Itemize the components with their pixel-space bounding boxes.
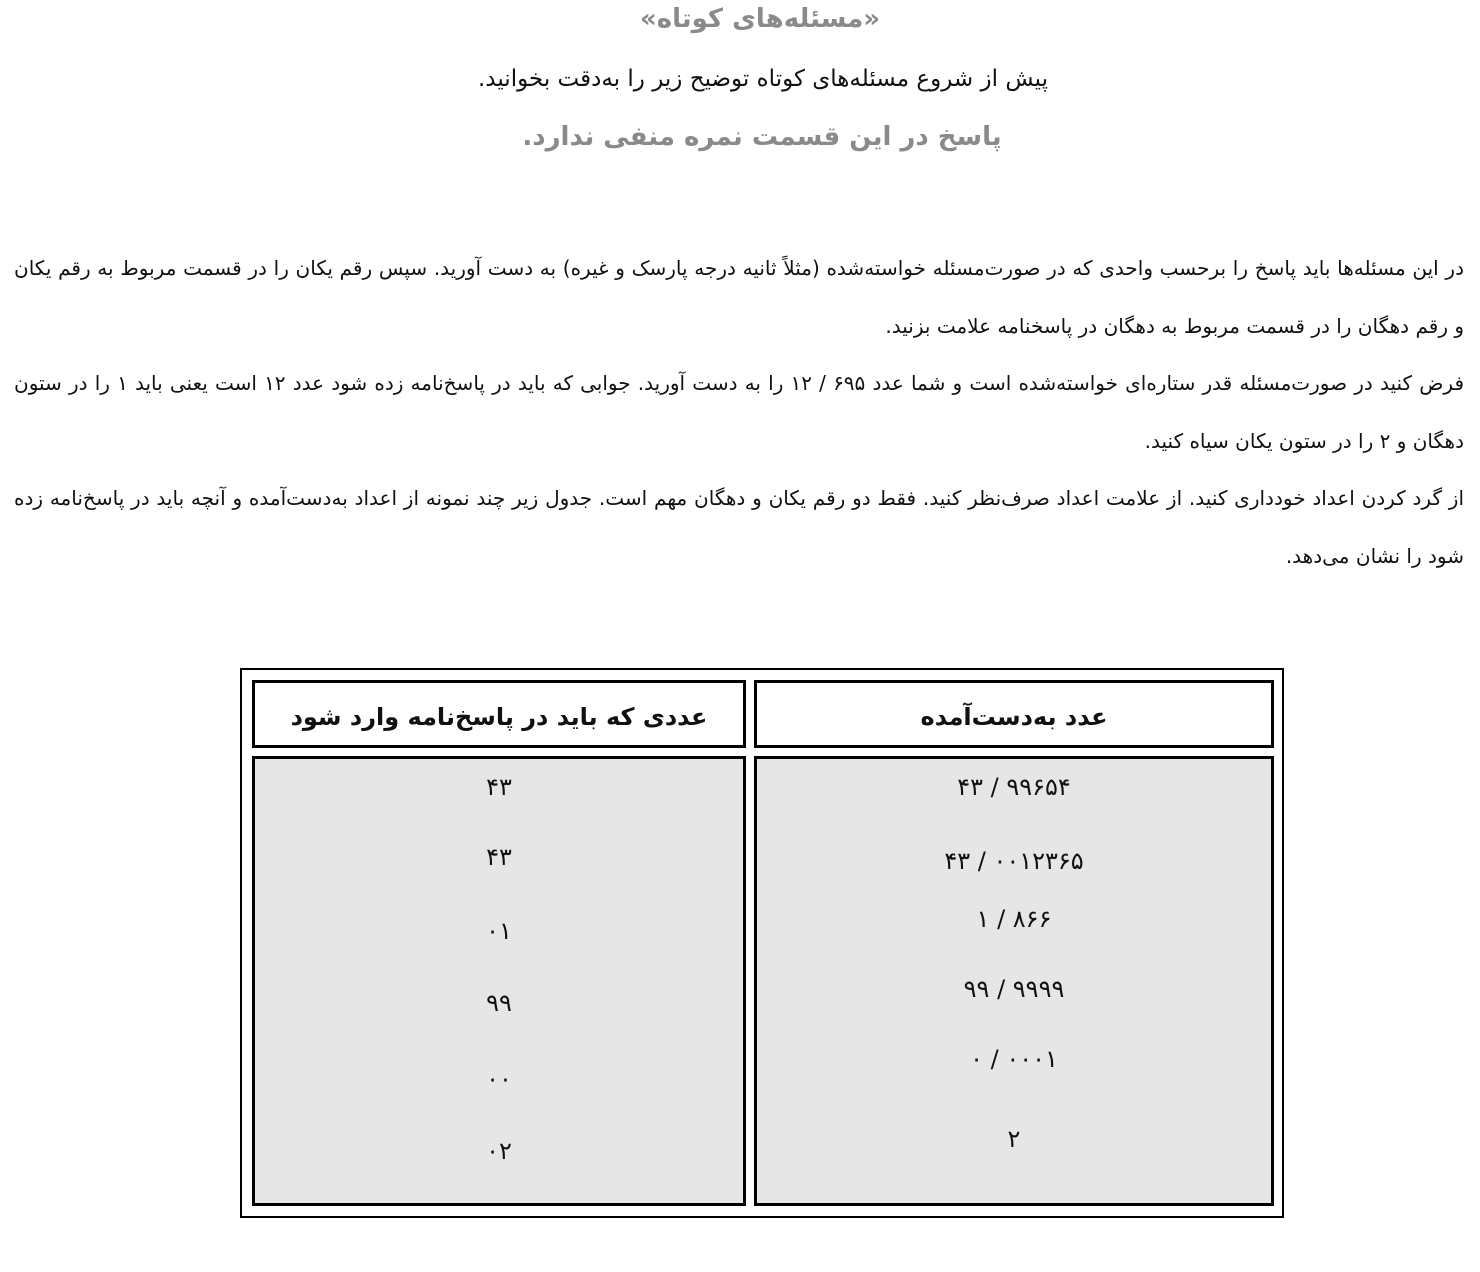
instruction-paragraph-1: در این مسئله‌ها باید پاسخ را برحسب واحدی که در صورت‌مسئله خواسته‌شده (مثلاً ثانیه درجه پارسک و غیره) به دست آورید. سپس رقم یکان را در قسمت مربوط به رقم یکان و رقم دهگان را در قسمت مربوط به دهگان در پاسخنامه علامت بزنید. [14,256,1464,338]
answer-value: ۴۳ [486,773,512,801]
answer-value: ۹۹ [486,989,512,1017]
negative-marking-note: پاسخ در این قسمت نمره منفی ندارد. [522,122,1002,152]
header-cell-answer [252,680,746,748]
obtained-value: ۰ / ۰۰۰۱ [970,1045,1058,1073]
answer-value: ۴۳ [486,843,512,871]
answer-value: ۰۰ [486,1065,512,1093]
obtained-value: ۲ [1007,1125,1021,1153]
instructions-body [14,240,1464,585]
examples-table [240,668,1284,1218]
obtained-value: ۹۹ / ۹۹۹۹ [963,975,1065,1003]
header-cell-obtained [754,680,1274,748]
answer-value: ۰۱ [486,917,512,945]
instruction-paragraph-3: از گرد کردن اعداد خودداری کنید. از علامت اعداد صرف‌نظر کنید. فقط دو رقم یکان و دهگان مهم است. جدول زیر چند نمونه از اعداد به‌دست‌آمده و آنچه باید در پاسخ‌نامه زده شود را نشان می‌دهد. [14,486,1464,568]
section-title: «مسئله‌های کوتاه» [639,4,881,34]
obtained-value: ۴۳ / ۹۹۶۵۴ [957,773,1071,801]
header-obtained-label: عدد به‌دست‌آمده [920,703,1108,731]
header-answer-label: عددی که باید در پاسخ‌نامه وارد شود [290,703,708,731]
section-subtitle: پیش از شروع مسئله‌های کوتاه توضیح زیر را به‌دقت بخوانید. [477,66,1048,92]
column-obtained-values [754,756,1274,1206]
obtained-value: ۴۳ / ۰۰۱۲۳۶۵ [944,847,1084,875]
column-answer-values [252,756,746,1206]
instruction-paragraph-2: فرض کنید در صورت‌مسئله قدر ستاره‌ای خواسته‌شده است و شما عدد ۶۹۵ / ۱۲ را به دست آورید. جوابی که باید در پاسخ‌نامه زده شود عدد ۱۲ است یعنی باید ۱ را در ستون دهگان و ۲ را در ستون یکان سیاه کنید. [14,371,1465,453]
obtained-value: ۱ / ۸۶۶ [976,905,1052,933]
answer-value: ۰۲ [486,1137,512,1165]
